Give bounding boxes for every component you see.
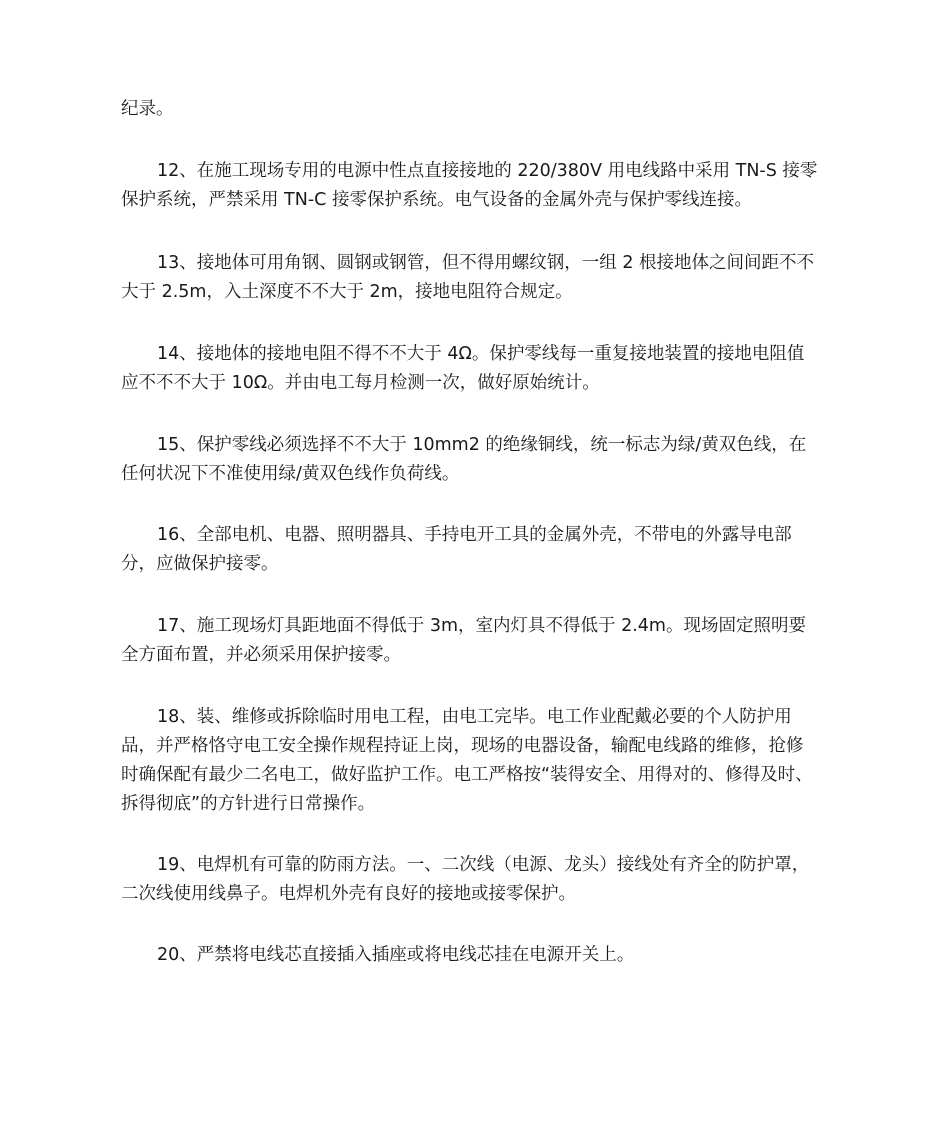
text-line: 拆得彻底”的方针进行日常操作。: [121, 794, 376, 814]
text-line: 保护系统，严禁采用 TN-C 接零保护系统。电气设备的金属外壳与保护零线连接。: [121, 190, 752, 210]
text-line: 时确保配有最少二名电工，做好监护工作。电工严格按“装得安全、用得对的、修得及时、: [121, 765, 813, 785]
text-line: 应不不不大于 10Ω。并由电工每月检测一次，做好原始统计。: [121, 373, 600, 393]
text-line: 13、接地体可用角钢、圆钢或钢管，但不得用螺纹钢，一组 2 根接地体之间间距不不: [157, 253, 815, 273]
text-line: 任何状况下不准使用绿/黄双色线作负荷线。: [121, 464, 460, 484]
text-line: 16、全部电机、电器、照明器具、手持电开工具的金属外壳，不带电的外露导电部: [157, 525, 792, 545]
text-line: 全方面布置，并必须采用保护接零。: [121, 645, 401, 665]
text-line: 二次线使用线鼻子。电焊机外壳有良好的接地或接零保护。: [121, 884, 576, 904]
text-line: 大于 2.5m，入土深度不不大于 2m，接地电阻符合规定。: [121, 282, 573, 302]
text-line: 分，应做保护接零。: [121, 554, 279, 574]
text-line: 18、装、维修或拆除临时用电工程，由电工完毕。电工作业配戴必要的个人防护用: [157, 707, 792, 727]
text-line: 19、电焊机有可靠的防雨方法。一、二次线（电源、龙头）接线处有齐全的防护罩，: [157, 855, 810, 875]
text-line: 12、在施工现场专用的电源中性点直接接地的 220/380V 用电线路中采用 TN-S 接零: [157, 161, 818, 181]
text-line: 品，并严格恪守电工安全操作规程持证上岗，现场的电器设备，输配电线路的维修，抢修: [121, 736, 804, 756]
text-line: 纪录。: [121, 99, 174, 119]
text-line: 15、保护零线必须选择不不大于 10mm2 的绝缘铜线，统一标志为绿/黄双色线，在: [157, 435, 807, 455]
text-line: 20、严禁将电线芯直接插入插座或将电线芯挂在电源开关上。: [157, 945, 635, 965]
text-line: 17、施工现场灯具距地面不得低于 3m，室内灯具不得低于 2.4m。现场固定照明要: [157, 616, 806, 636]
text-line: 14、接地体的接地电阻不得不不大于 4Ω。保护零线每一重复接地装置的接地电阻值: [157, 344, 805, 364]
